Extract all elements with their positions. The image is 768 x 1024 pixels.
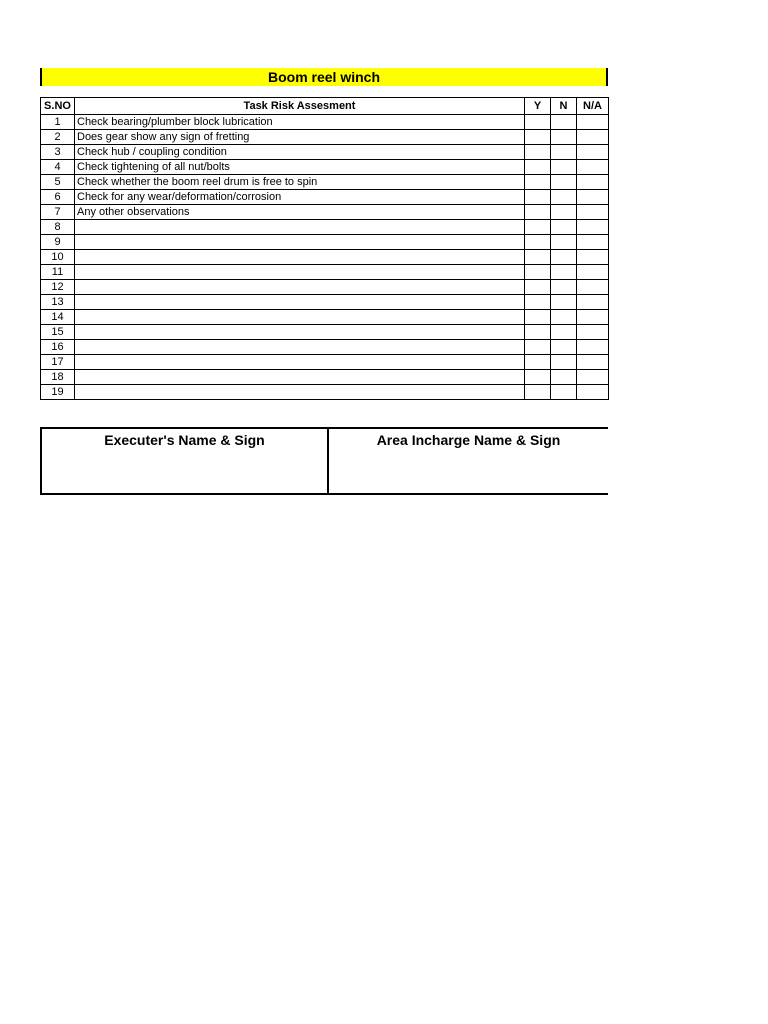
task-risk-table [40, 97, 609, 400]
row-task: Check bearing/plumber block lubrication [75, 115, 525, 130]
header-no: N [551, 98, 577, 115]
row-task: Check hub / coupling condition [75, 145, 525, 160]
row-no-cell[interactable] [551, 160, 577, 175]
header-sno: S.NO [41, 98, 75, 115]
row-yes-cell[interactable] [525, 190, 551, 205]
row-sno: 3 [41, 145, 75, 160]
row-sno: 7 [41, 205, 75, 220]
row-yes-cell[interactable] [525, 130, 551, 145]
row-sno: 6 [41, 190, 75, 205]
row-yes-cell[interactable] [525, 370, 551, 385]
row-task [75, 250, 525, 265]
row-na-cell[interactable] [577, 145, 609, 160]
row-no-cell[interactable] [551, 295, 577, 310]
row-na-cell[interactable] [577, 280, 609, 295]
row-na-cell[interactable] [577, 235, 609, 250]
row-na-cell[interactable] [577, 190, 609, 205]
row-na-cell[interactable] [577, 355, 609, 370]
table-row [41, 280, 609, 295]
row-task: Check tightening of all nut/bolts [75, 160, 525, 175]
row-yes-cell[interactable] [525, 175, 551, 190]
row-no-cell[interactable] [551, 235, 577, 250]
row-task [75, 295, 525, 310]
row-no-cell[interactable] [551, 220, 577, 235]
row-no-cell[interactable] [551, 265, 577, 280]
row-no-cell[interactable] [551, 325, 577, 340]
header-na: N/A [577, 98, 609, 115]
row-yes-cell[interactable] [525, 265, 551, 280]
row-task [75, 235, 525, 250]
row-yes-cell[interactable] [525, 295, 551, 310]
executer-sign-label: Executer's Name & Sign [104, 432, 265, 448]
row-task: Check whether the boom reel drum is free to spin [75, 175, 525, 190]
row-no-cell[interactable] [551, 205, 577, 220]
row-no-cell[interactable] [551, 340, 577, 355]
row-sno: 17 [41, 355, 75, 370]
row-task [75, 370, 525, 385]
row-na-cell[interactable] [577, 370, 609, 385]
row-na-cell[interactable] [577, 265, 609, 280]
row-na-cell[interactable] [577, 385, 609, 400]
row-task: Check for any wear/deformation/corrosion [75, 190, 525, 205]
table-row [41, 355, 609, 370]
table-row [41, 145, 609, 160]
row-task [75, 265, 525, 280]
row-sno: 5 [41, 175, 75, 190]
area-incharge-sign-box[interactable] [327, 427, 608, 495]
table-row [41, 130, 609, 145]
header-task: Task Risk Assesment [75, 98, 525, 115]
row-no-cell[interactable] [551, 310, 577, 325]
row-yes-cell[interactable] [525, 355, 551, 370]
row-sno: 2 [41, 130, 75, 145]
table-row [41, 115, 609, 130]
table-row [41, 370, 609, 385]
row-sno: 16 [41, 340, 75, 355]
table-row [41, 160, 609, 175]
row-yes-cell[interactable] [525, 235, 551, 250]
row-no-cell[interactable] [551, 370, 577, 385]
table-row [41, 220, 609, 235]
table-row [41, 385, 609, 400]
row-yes-cell[interactable] [525, 340, 551, 355]
table-row [41, 295, 609, 310]
row-sno: 13 [41, 295, 75, 310]
row-sno: 19 [41, 385, 75, 400]
row-no-cell[interactable] [551, 130, 577, 145]
row-task: Does gear show any sign of fretting [75, 130, 525, 145]
row-no-cell[interactable] [551, 175, 577, 190]
row-sno: 4 [41, 160, 75, 175]
row-task: Any other observations [75, 205, 525, 220]
row-na-cell[interactable] [577, 115, 609, 130]
row-no-cell[interactable] [551, 385, 577, 400]
row-yes-cell[interactable] [525, 310, 551, 325]
row-na-cell[interactable] [577, 175, 609, 190]
row-yes-cell[interactable] [525, 385, 551, 400]
row-sno: 11 [41, 265, 75, 280]
table-row [41, 325, 609, 340]
row-na-cell[interactable] [577, 325, 609, 340]
row-sno: 10 [41, 250, 75, 265]
row-sno: 8 [41, 220, 75, 235]
row-task [75, 325, 525, 340]
table-row [41, 340, 609, 355]
row-yes-cell[interactable] [525, 220, 551, 235]
table-row [41, 205, 609, 220]
table-row [41, 310, 609, 325]
row-na-cell[interactable] [577, 340, 609, 355]
header-yes: Y [525, 98, 551, 115]
row-no-cell[interactable] [551, 250, 577, 265]
row-na-cell[interactable] [577, 130, 609, 145]
row-na-cell[interactable] [577, 295, 609, 310]
area-incharge-sign-label: Area Incharge Name & Sign [376, 432, 561, 448]
table-row [41, 235, 609, 250]
row-task [75, 340, 525, 355]
row-task [75, 355, 525, 370]
row-no-cell[interactable] [551, 355, 577, 370]
page-title: Boom reel winch [40, 68, 608, 86]
row-sno: 12 [41, 280, 75, 295]
row-no-cell[interactable] [551, 190, 577, 205]
row-no-cell[interactable] [551, 280, 577, 295]
row-task [75, 385, 525, 400]
row-yes-cell[interactable] [525, 280, 551, 295]
row-na-cell[interactable] [577, 160, 609, 175]
row-yes-cell[interactable] [525, 325, 551, 340]
table-row [41, 250, 609, 265]
row-na-cell[interactable] [577, 250, 609, 265]
row-yes-cell[interactable] [525, 115, 551, 130]
executer-sign-box[interactable] [40, 427, 329, 495]
row-no-cell[interactable] [551, 145, 577, 160]
row-sno: 9 [41, 235, 75, 250]
row-yes-cell[interactable] [525, 250, 551, 265]
row-yes-cell[interactable] [525, 160, 551, 175]
table-row [41, 190, 609, 205]
row-no-cell[interactable] [551, 115, 577, 130]
row-task [75, 220, 525, 235]
row-task [75, 310, 525, 325]
row-na-cell[interactable] [577, 310, 609, 325]
row-yes-cell[interactable] [525, 205, 551, 220]
table-row [41, 175, 609, 190]
row-sno: 18 [41, 370, 75, 385]
table-row [41, 265, 609, 280]
row-sno: 15 [41, 325, 75, 340]
row-na-cell[interactable] [577, 220, 609, 235]
row-sno: 14 [41, 310, 75, 325]
row-task [75, 280, 525, 295]
row-yes-cell[interactable] [525, 145, 551, 160]
row-na-cell[interactable] [577, 205, 609, 220]
row-sno: 1 [41, 115, 75, 130]
table-header-row [41, 98, 609, 115]
